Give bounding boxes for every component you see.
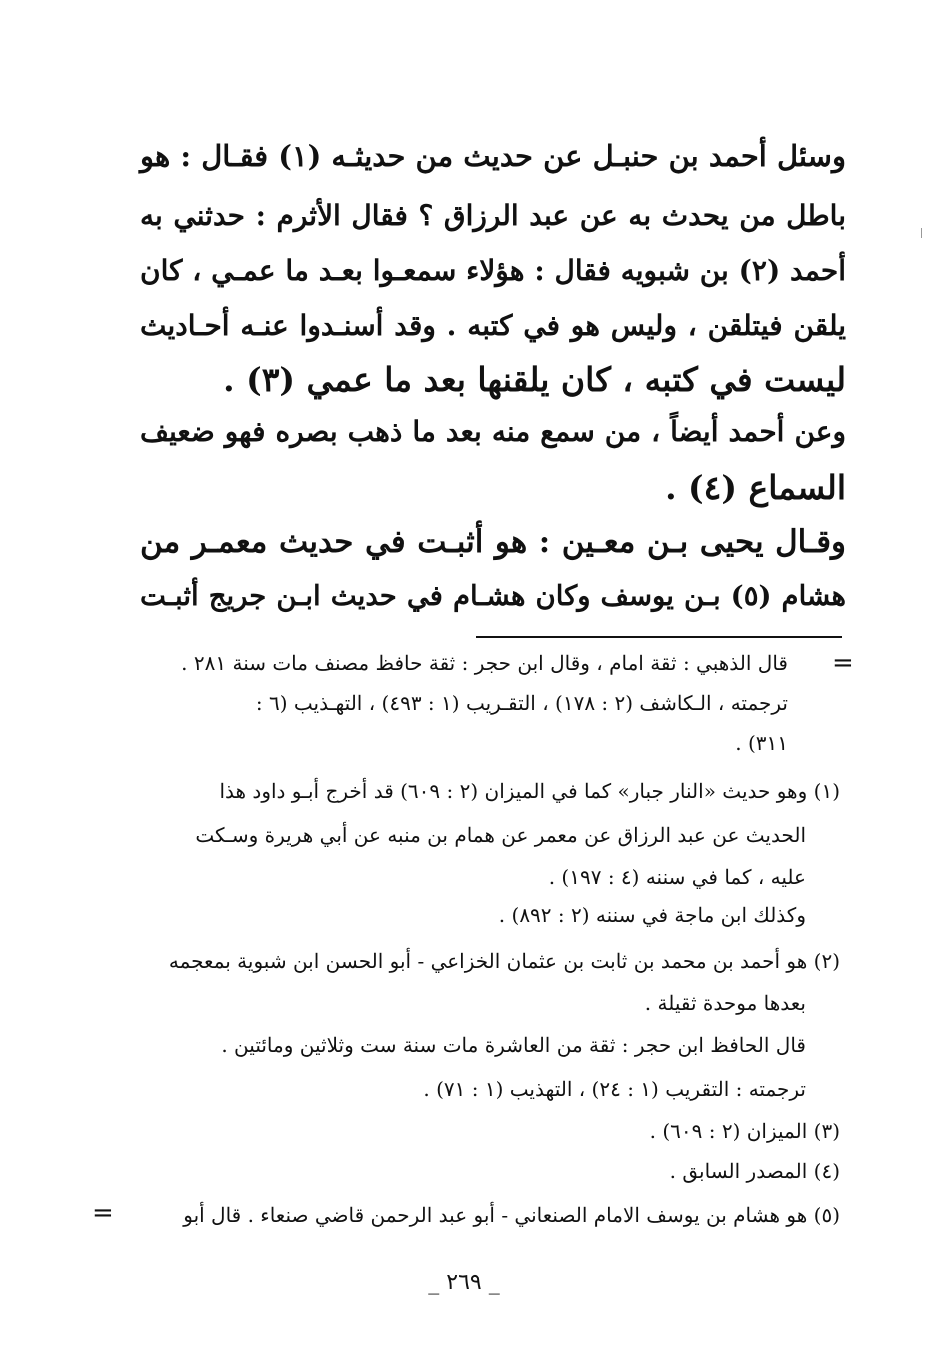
footnote-line: وكذلك ابن ماجة في سننه (٢ : ٨٩٢) . xyxy=(498,903,806,927)
continuation-mark-bottom: = xyxy=(92,1198,114,1228)
footnote-line: عليه ، كما في سننه (٤ : ١٩٧) . xyxy=(548,865,806,889)
footnote-separator xyxy=(476,636,842,638)
footnote-line: (٣) الميزان (٢ : ٦٠٩) . xyxy=(649,1119,840,1143)
footnote-line: (٢) هو أحمد بن محمد بن ثابت بن عثمان الخزاعي - أبو الحسن ابن شبوية بمعجمه xyxy=(168,949,840,973)
main-text-line: باطل من يحدث به عن عبد الرزاق ؟ فقال الأثرم : حدثني به xyxy=(140,199,846,232)
page-number: _ ٢٦٩ _ xyxy=(428,1270,500,1295)
scan-speck xyxy=(921,228,922,238)
main-text-line: يلقن فيتلقن ، وليس هو في كتبه . وقد أسنـدوا عنـه أحـاديث xyxy=(140,309,846,342)
footnote-line: الحديث عن عبد الرزاق عن معمر عن همام بن منبه عن أبي هريرة وسـكت xyxy=(195,823,806,847)
continuation-mark-top: = xyxy=(832,648,854,678)
main-text-line: وسئل أحمد بن حنبـل عن حديث من حديثـه (١) فقـال : هو xyxy=(140,139,846,173)
footnote-line: (١) وهو حديث «النار جبار» كما في الميزان (٢ : ٦٠٩) قد أخرج أبـو داود هذا xyxy=(219,779,840,803)
footnote-line: ترجمته ، الـكاشف (٢ : ١٧٨) ، التقـريب (١ : ٤٩٣) ، التهـذيب (٦ : xyxy=(255,691,788,715)
main-text-line: هشام (٥) بـن يوسف وكان هشـام في حديث ابـن جريج أثبـت xyxy=(140,580,846,612)
footnote-line: قال الحافظ ابن حجر : ثقة من العاشرة مات سنة ست وثلاثين ومائتين . xyxy=(221,1033,806,1057)
footnote-line: قال الذهبي : ثقة امام ، وقال ابن حجر : ثقة حافظ مصنف مات سنة ٢٨١ . xyxy=(181,651,788,675)
footnote-line: (٥) هو هشام بن يوسف الامام الصنعاني - أبو عبد الرحمن قاضي صنعاء . قال أبو xyxy=(183,1203,840,1227)
footnote-line: ترجمته : التقريب (١ : ٢٤) ، التهذيب (١ : ٧١) . xyxy=(423,1077,806,1101)
main-text-line: السماع (٤) . xyxy=(665,468,846,507)
footnote-line: بعدها موحدة ثقيلة . xyxy=(644,991,806,1015)
main-text-line: ليست في كتبه ، كان يلقنها بعد ما عمي (٣) . xyxy=(223,360,846,399)
main-text-line: وعن أحمد أيضاً ، من سمع منه بعد ما ذهب بصره فهو ضعيف xyxy=(140,415,846,448)
footnote-line: ٣١١) . xyxy=(735,731,788,755)
footnote-line: (٤) المصدر السابق . xyxy=(669,1159,840,1183)
main-text-line: وقـال يحيى بـن معـين : هو أثبـت في حديث معمـر من xyxy=(140,524,846,560)
main-text-line: أحمد (٢) بن شبويه فقال : هؤلاء سمعـوا بعـد ما عمـي ، كان xyxy=(140,254,847,287)
